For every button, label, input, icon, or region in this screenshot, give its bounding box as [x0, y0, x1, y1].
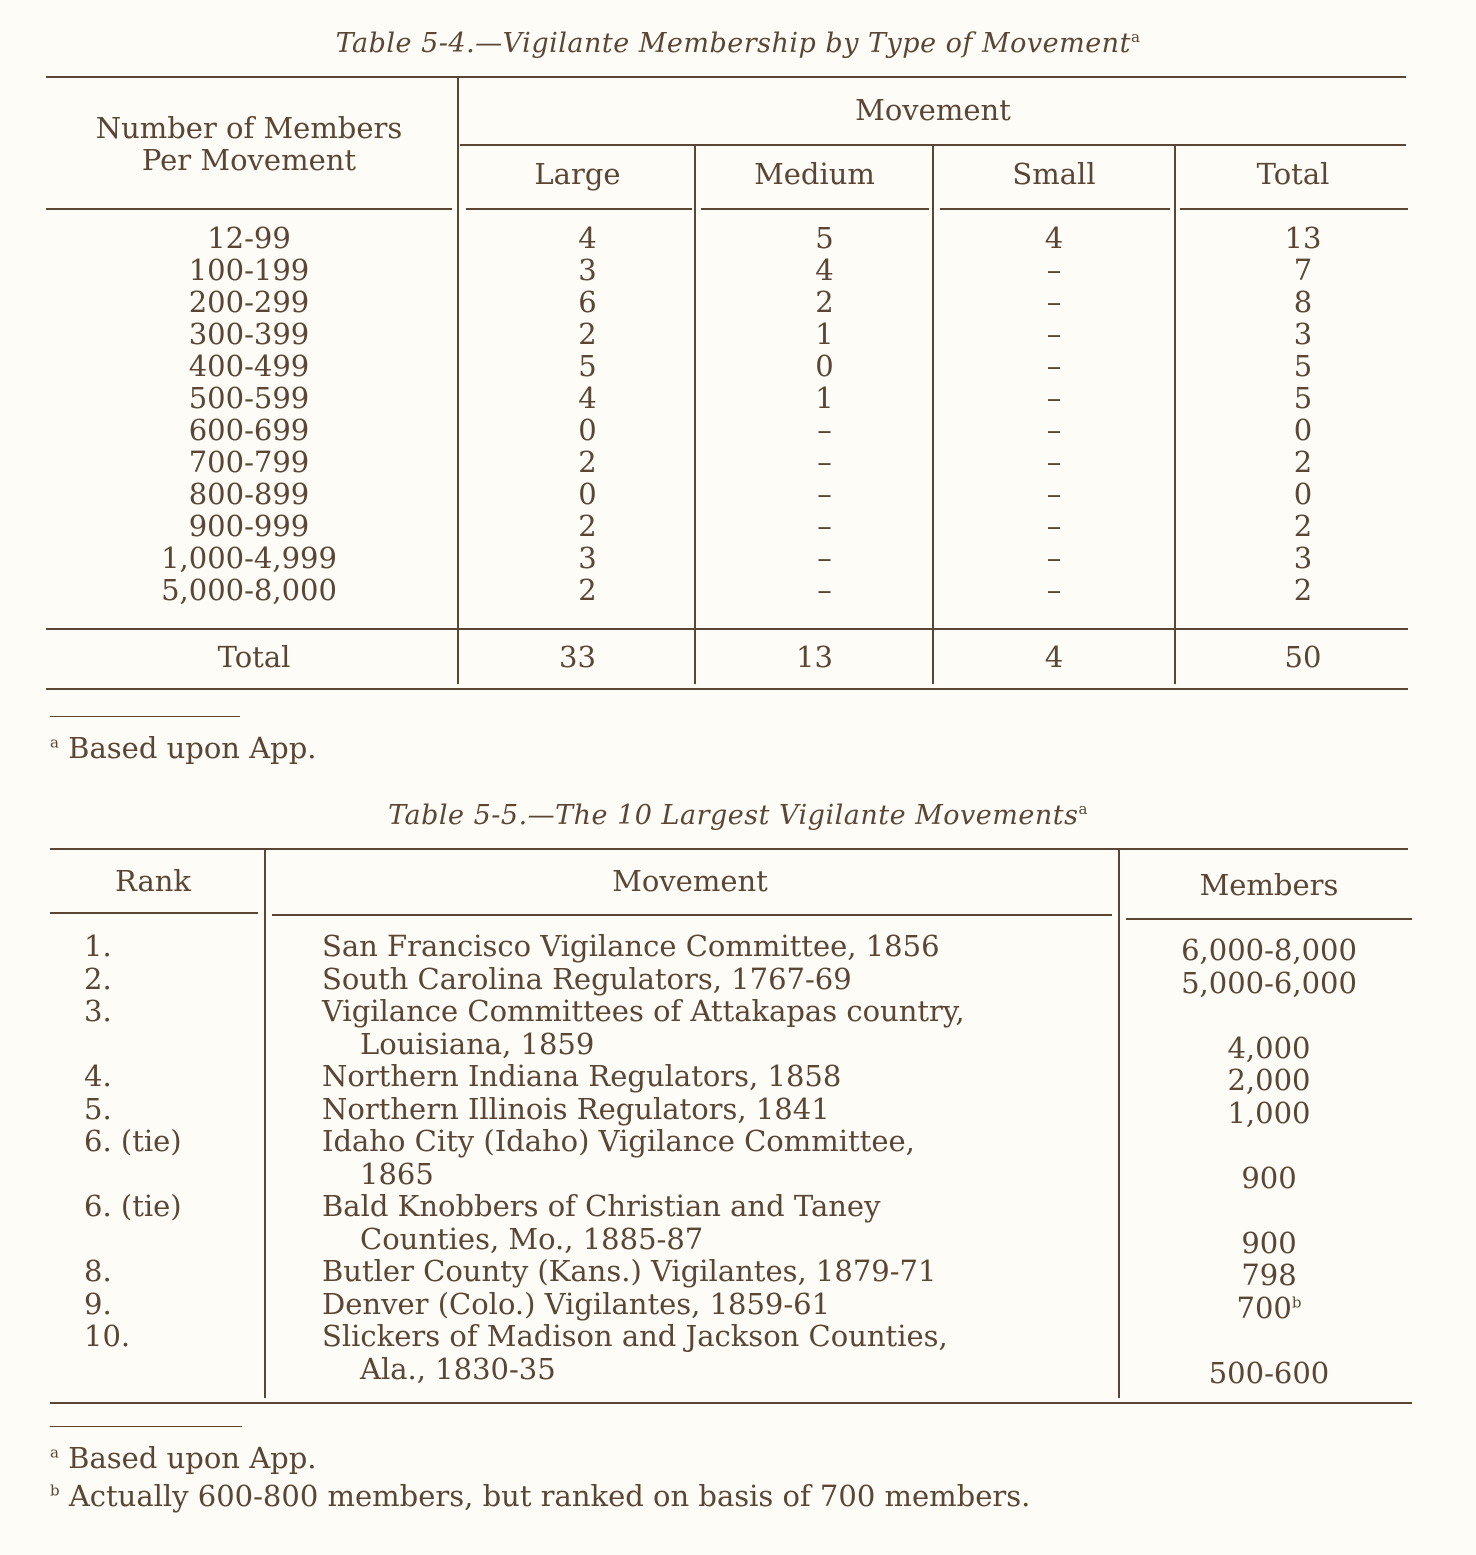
medium-cell: 5 — [815, 221, 834, 255]
small-cell: – — [1046, 541, 1062, 575]
medium-cell: – — [817, 573, 832, 607]
total-medium: 13 — [796, 640, 833, 674]
small-cell: 4 — [1044, 221, 1064, 255]
members-cell: 4,000 — [1227, 1030, 1311, 1065]
members-cell: 1,000 — [1227, 1095, 1311, 1130]
medium-cell: 4 — [815, 253, 834, 287]
large-cell: 0 — [578, 413, 597, 447]
total-cell: 7 — [1293, 253, 1313, 287]
footnote-text: Based upon App. — [68, 1441, 317, 1475]
members-value: 700 — [1236, 1290, 1292, 1325]
table-5-4-caption — [0, 30, 1476, 57]
medium-cell: – — [817, 541, 832, 575]
movement-cell: San Francisco Vigilance Committee, 1856 — [322, 929, 940, 963]
large-cell: 2 — [578, 573, 597, 607]
spacer — [84, 1158, 254, 1191]
range-cell: 700-799 — [188, 445, 310, 479]
total-cell: 3 — [1293, 541, 1313, 575]
footnote-marker: b — [50, 1481, 60, 1500]
medium-cell: 1 — [815, 381, 834, 415]
rank-cell: 8. — [84, 1254, 112, 1288]
movement-column — [322, 930, 1112, 1385]
footnote — [50, 1440, 316, 1476]
range-cell: 100-199 — [188, 253, 310, 287]
footnote-marker: a — [50, 1443, 59, 1462]
small-cell: – — [1046, 253, 1062, 287]
footnote-marker: b — [1291, 1292, 1302, 1311]
header-rule — [50, 912, 258, 914]
movement-cell-continuation: Counties, Mo., 1885-87 — [360, 1221, 704, 1256]
range-cell: 200-299 — [188, 285, 310, 319]
medium-column — [707, 222, 942, 606]
footnote-text: Based upon App. — [68, 731, 317, 765]
movement-cell: Denver (Colo.) Vigilantes, 1859-61 — [322, 1286, 831, 1321]
movement-cell: Northern Indiana Regulators, 1858 — [322, 1059, 842, 1093]
rank-cell: 9. — [84, 1286, 112, 1321]
spacer — [1124, 999, 1414, 1032]
medium-cell: – — [817, 477, 832, 511]
column-header-medium: Medium — [754, 157, 875, 191]
header-rule — [46, 208, 452, 210]
movement-cell-continuation: Ala., 1830-35 — [360, 1351, 556, 1386]
small-cell: – — [1046, 413, 1062, 447]
members-column — [1124, 934, 1414, 1389]
table-5-5-caption-text: Table 5-5.—The 10 Largest Vigilante Movements — [388, 800, 1079, 831]
movement-cell: Idaho City (Idaho) Vigilance Committee, — [322, 1124, 915, 1158]
rank-cell: 1. — [84, 929, 112, 963]
range-cell: 800-899 — [188, 477, 310, 511]
medium-cell: 1 — [815, 317, 834, 351]
range-cell: 12-99 — [207, 221, 291, 255]
medium-cell: – — [817, 445, 832, 479]
small-cell: – — [1046, 381, 1062, 415]
total-cell: 3 — [1293, 317, 1313, 351]
spacer — [1124, 1194, 1414, 1227]
header-rule — [940, 208, 1170, 210]
table-bottom-rule — [46, 688, 1408, 690]
column-divider — [264, 850, 266, 1398]
header-rule — [466, 208, 692, 210]
table-5-4-caption-text: Table 5-4.—Vigilante Membership by Type of Movement — [335, 28, 1131, 59]
rank-cell: 3. — [84, 994, 112, 1028]
movement-cell: Bald Knobbers of Christian and Taney — [322, 1189, 881, 1223]
large-cell: 2 — [578, 445, 597, 479]
total-cell: 5 — [1293, 349, 1313, 383]
total-large: 33 — [559, 640, 596, 674]
table-top-rule — [46, 76, 1406, 78]
rank-cell: 4. — [84, 1059, 112, 1093]
small-cell: – — [1046, 477, 1062, 511]
spacer — [84, 1028, 254, 1061]
movement-cell: South Carolina Regulators, 1767-69 — [322, 961, 852, 996]
header-rule — [272, 914, 1112, 916]
rank-column — [84, 930, 254, 1385]
large-cell: 6 — [578, 285, 597, 319]
large-cell: 5 — [578, 349, 597, 383]
column-header-total: Total — [1256, 157, 1330, 191]
column-header-large: Large — [534, 157, 621, 191]
members-cell: 5,000-6,000 — [1181, 965, 1357, 1000]
column-divider — [457, 78, 459, 684]
range-cell: 300-399 — [188, 317, 310, 351]
medium-cell: – — [817, 413, 832, 447]
movement-cell-continuation: 1865 — [360, 1156, 434, 1191]
members-cell: 6,000-8,000 — [1181, 933, 1357, 967]
range-cell: 400-499 — [188, 349, 310, 383]
table-bottom-rule — [50, 1402, 1412, 1404]
spacer — [84, 1223, 254, 1256]
large-cell: 3 — [578, 253, 597, 287]
large-cell: 2 — [578, 317, 597, 351]
total-total: 50 — [1284, 640, 1322, 674]
small-column — [934, 222, 1174, 606]
total-cell: 5 — [1293, 381, 1313, 415]
total-row-label: Total — [217, 640, 291, 674]
footnote-rule — [50, 716, 240, 717]
rank-cell: 6. (tie) — [84, 1124, 182, 1158]
total-cell: 0 — [1293, 413, 1313, 447]
range-cell: 600-699 — [188, 413, 310, 447]
members-cell: 900 — [1241, 1225, 1297, 1260]
footnote-marker: a — [50, 733, 59, 752]
total-cell: 2 — [1293, 573, 1313, 607]
total-column — [1186, 222, 1420, 606]
group-header-movement: Movement — [855, 93, 1011, 127]
header-rule — [701, 208, 929, 210]
row-header-line-2: Per Movement — [141, 143, 357, 177]
members-cell — [1124, 1292, 1414, 1325]
small-cell: – — [1046, 445, 1062, 479]
small-cell: – — [1046, 349, 1062, 383]
medium-cell: 0 — [815, 349, 834, 383]
footnote-text: Actually 600-800 members, but ranked on basis of 700 members. — [68, 1479, 1031, 1513]
large-cell: 0 — [578, 477, 597, 511]
footnote-marker: a — [1130, 28, 1141, 46]
members-cell: 900 — [1241, 1160, 1297, 1195]
column-header-movement: Movement — [612, 864, 768, 898]
movement-cell: Slickers of Madison and Jackson Counties, — [322, 1319, 948, 1353]
footnote-rule — [50, 1426, 242, 1427]
small-cell: – — [1046, 573, 1062, 607]
small-cell: – — [1046, 509, 1062, 543]
table-top-rule — [50, 848, 1408, 850]
column-divider — [1118, 850, 1120, 1398]
members-cell: 500-600 — [1208, 1355, 1330, 1390]
total-cell: 0 — [1293, 477, 1313, 511]
column-header-small: Small — [1012, 157, 1096, 191]
spacer — [84, 1353, 254, 1386]
large-cell: 4 — [578, 381, 597, 415]
row-header — [46, 112, 452, 176]
large-cell: 4 — [578, 221, 597, 255]
header-rule — [1126, 918, 1412, 920]
medium-cell: 2 — [815, 285, 834, 319]
rank-cell: 2. — [84, 961, 112, 996]
movement-cell: Butler County (Kans.) Vigilantes, 1879-71 — [322, 1254, 937, 1288]
total-cell: 13 — [1284, 221, 1322, 255]
spacer — [1124, 1324, 1414, 1357]
total-small: 4 — [1044, 640, 1064, 674]
totals-rule — [46, 628, 1408, 630]
column-header-members: Members — [1199, 868, 1339, 902]
movement-cell-continuation: Louisiana, 1859 — [360, 1026, 595, 1061]
range-cell: 1,000-4,999 — [161, 541, 337, 575]
rank-cell: 10. — [84, 1319, 131, 1353]
large-cell: 2 — [578, 509, 597, 543]
small-cell: – — [1046, 317, 1062, 351]
total-cell: 8 — [1293, 285, 1313, 319]
medium-cell: – — [817, 509, 832, 543]
rank-cell: 6. (tie) — [84, 1189, 182, 1223]
row-header-line-1: Number of Members — [95, 111, 403, 145]
spacer — [1124, 1129, 1414, 1162]
rank-cell: 5. — [84, 1091, 112, 1126]
small-cell: – — [1046, 285, 1062, 319]
footnote — [50, 730, 316, 766]
members-cell: 798 — [1241, 1258, 1297, 1292]
ranges-column — [46, 222, 452, 606]
footnote — [50, 1478, 1030, 1514]
range-cell: 900-999 — [188, 509, 310, 543]
members-cell: 2,000 — [1227, 1063, 1311, 1097]
movement-cell: Northern Illinois Regulators, 1841 — [322, 1091, 830, 1126]
total-cell: 2 — [1293, 445, 1313, 479]
range-cell: 5,000-8,000 — [161, 573, 337, 607]
range-cell: 500-599 — [188, 381, 310, 415]
table-5-5-caption — [0, 802, 1476, 829]
column-header-rank: Rank — [114, 864, 192, 898]
column-divider — [1174, 146, 1176, 684]
total-cell: 2 — [1293, 509, 1313, 543]
large-column — [470, 222, 705, 606]
header-rule — [1180, 208, 1408, 210]
large-cell: 3 — [578, 541, 597, 575]
footnote-marker: a — [1078, 800, 1088, 818]
movement-cell: Vigilance Committees of Attakapas country, — [322, 994, 965, 1028]
